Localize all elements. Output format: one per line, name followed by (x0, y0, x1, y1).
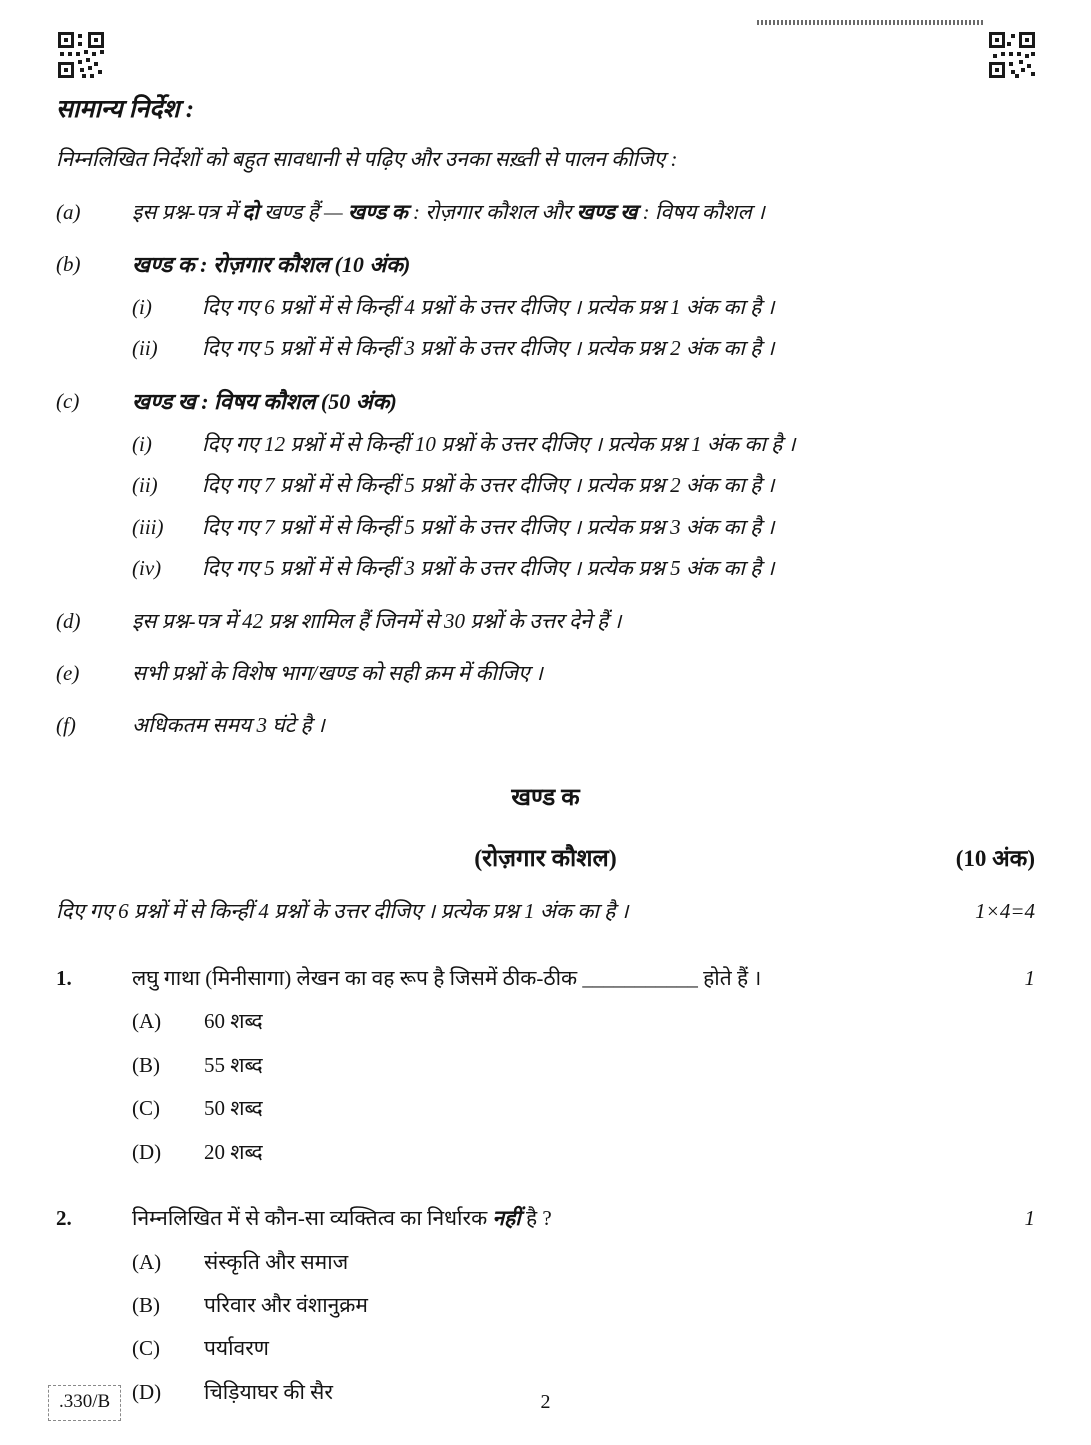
instruction-label: (c) (56, 388, 80, 413)
instruction-text: इस प्रश्न-पत्र में 42 प्रश्न शामिल हैं जिनमें से 30 प्रश्नों के उत्तर देने हैं । (132, 608, 622, 633)
section-title: खण्ड क (511, 784, 580, 811)
option-text: परिवार और वंशानुक्रम (204, 1292, 368, 1317)
subitem-label: (ii) (132, 473, 158, 498)
text-run: : रोज़गार कौशल और (407, 199, 577, 224)
instruction-subitem-c-iii (132, 512, 1035, 542)
question-text (132, 1203, 989, 1233)
question-1 (56, 963, 1035, 993)
question-2-option-b (132, 1290, 1035, 1320)
page-number: 2 (540, 1391, 551, 1413)
option-label: (A) (132, 1009, 162, 1034)
subitem-text: दिए गए 12 प्रश्नों में से किन्हीं 10 प्रश्नों के उत्तर दीजिए । प्रत्येक प्रश्न 1 अंक का है । (202, 431, 796, 456)
general-instructions-intro: निम्नलिखित निर्देशों को बहुत सावधानी से पढ़िए और उनका सख़्ती से पालन कीजिए : (56, 147, 678, 172)
question-2 (56, 1203, 1035, 1233)
question-text: लघु गाथा (मिनीसागा) लेखन का वह रूप है जिसमें ठीक-ठीक ___________ होते हैं । (132, 965, 762, 990)
text-run-bold: खण्ड क (347, 199, 408, 224)
subitem-label: (iv) (132, 556, 162, 581)
instruction-text: सभी प्रश्नों के विशेष भाग/खण्ड को सही क्रम में कीजिए । (132, 660, 543, 685)
instruction-label: (d) (56, 608, 81, 633)
paper-code-badge: .330/B (48, 1385, 121, 1421)
page-header (56, 0, 1035, 86)
micro-text-strip (757, 20, 985, 25)
qr-code-left-icon (58, 32, 104, 78)
question-marks: 1 (1024, 1206, 1035, 1231)
instruction-heading: खण्ड क : रोज़गार कौशल (10 अंक) (132, 252, 411, 278)
text-run: : विषय कौशल । (637, 199, 765, 224)
question-2-option-c (132, 1333, 1035, 1363)
subitem-text: दिए गए 7 प्रश्नों में से किन्हीं 5 प्रश्नों के उत्तर दीजिए । प्रत्येक प्रश्न 2 अंक का है । (202, 473, 775, 498)
text-run: खण्ड हैं — (258, 199, 348, 224)
question-1-option-a (132, 1006, 1035, 1036)
option-text: 60 शब्द (204, 1009, 263, 1034)
instruction-subitem-c-ii (132, 470, 1035, 500)
section-note: दिए गए 6 प्रश्नों में से किन्हीं 4 प्रश्नों के उत्तर दीजिए । प्रत्येक प्रश्न 1 अंक का है । (56, 899, 629, 924)
text-run: है ? (520, 1206, 552, 1231)
instruction-item-e (56, 658, 1035, 688)
instruction-subitem-c-i (132, 429, 1035, 459)
option-text: संस्कृति और समाज (204, 1249, 349, 1274)
instruction-text (132, 197, 1035, 227)
subitem-text: दिए गए 5 प्रश्नों में से किन्हीं 3 प्रश्नों के उत्तर दीजिए । प्रत्येक प्रश्न 2 अंक का है । (202, 336, 775, 361)
subitem-label: (iii) (132, 514, 164, 539)
option-text: चिड़ियाघर की सैर (204, 1379, 333, 1404)
option-label: (B) (132, 1052, 160, 1077)
instruction-item-d (56, 606, 1035, 636)
option-label: (C) (132, 1096, 160, 1121)
option-text: 50 शब्द (204, 1096, 263, 1121)
subitem-text: दिए गए 7 प्रश्नों में से किन्हीं 5 प्रश्नों के उत्तर दीजिए । प्रत्येक प्रश्न 3 अंक का है । (202, 514, 775, 539)
question-1-option-c (132, 1093, 1035, 1123)
general-instructions (56, 92, 1035, 741)
instruction-text: अधिकतम समय 3 घंटे है । (132, 713, 325, 738)
option-text: 55 शब्द (204, 1052, 263, 1077)
instruction-heading: खण्ड ख : विषय कौशल (50 अंक) (132, 388, 397, 414)
subitem-text: दिए गए 6 प्रश्नों में से किन्हीं 4 प्रश्नों के उत्तर दीजिए । प्रत्येक प्रश्न 1 अंक का है । (202, 295, 775, 320)
subitem-text: दिए गए 5 प्रश्नों में से किन्हीं 3 प्रश्नों के उत्तर दीजिए । प्रत्येक प्रश्न 5 अंक का है । (202, 556, 775, 581)
section-subtitle-row (56, 842, 1035, 877)
subitem-label: (i) (132, 295, 152, 320)
instruction-subitem-b-ii (132, 333, 1035, 363)
section-subtitle: (रोज़गार कौशल) (474, 845, 617, 872)
instruction-item-c (56, 386, 1035, 418)
instruction-subitem-c-iv (132, 553, 1035, 583)
general-instructions-title: सामान्य निर्देश : (56, 96, 195, 123)
question-number: 2. (56, 1206, 72, 1231)
section-note-row (56, 896, 1035, 926)
text-run-bold-italic: नहीं (492, 1206, 521, 1231)
instruction-label: (e) (56, 660, 80, 685)
option-label: (C) (132, 1336, 160, 1361)
question-1-option-d (132, 1137, 1035, 1167)
text-run: इस प्रश्न-पत्र में (132, 199, 243, 224)
text-run-bold: दो (242, 199, 259, 224)
question-1-option-b (132, 1050, 1035, 1080)
instruction-item-a (56, 197, 1035, 227)
instruction-subitem-b-i (132, 292, 1035, 322)
subitem-label: (ii) (132, 336, 158, 361)
instruction-item-f (56, 710, 1035, 740)
question-number: 1. (56, 965, 72, 990)
qr-code-right-icon (989, 32, 1035, 78)
question-marks: 1 (1024, 965, 1035, 990)
instruction-item-b (56, 249, 1035, 281)
subitem-label: (i) (132, 431, 152, 456)
section-marks: (10 अंक) (955, 845, 1035, 871)
question-2-option-a (132, 1247, 1035, 1277)
instruction-label: (b) (56, 252, 81, 277)
option-label: (A) (132, 1249, 162, 1274)
option-label: (D) (132, 1139, 162, 1164)
option-text: 20 शब्द (204, 1139, 263, 1164)
option-text: पर्यावरण (204, 1336, 269, 1361)
marks-formula: 1×4=4 (975, 899, 1035, 924)
text-run: निम्नलिखित में से कौन-सा व्यक्तित्व का निर्धारक (132, 1206, 493, 1231)
instruction-label: (f) (56, 713, 76, 738)
text-run-bold: खण्ड ख (576, 199, 638, 224)
instruction-label: (a) (56, 199, 81, 224)
option-label: (B) (132, 1292, 160, 1317)
option-label: (D) (132, 1379, 162, 1404)
question-2-option-d (132, 1377, 1035, 1407)
